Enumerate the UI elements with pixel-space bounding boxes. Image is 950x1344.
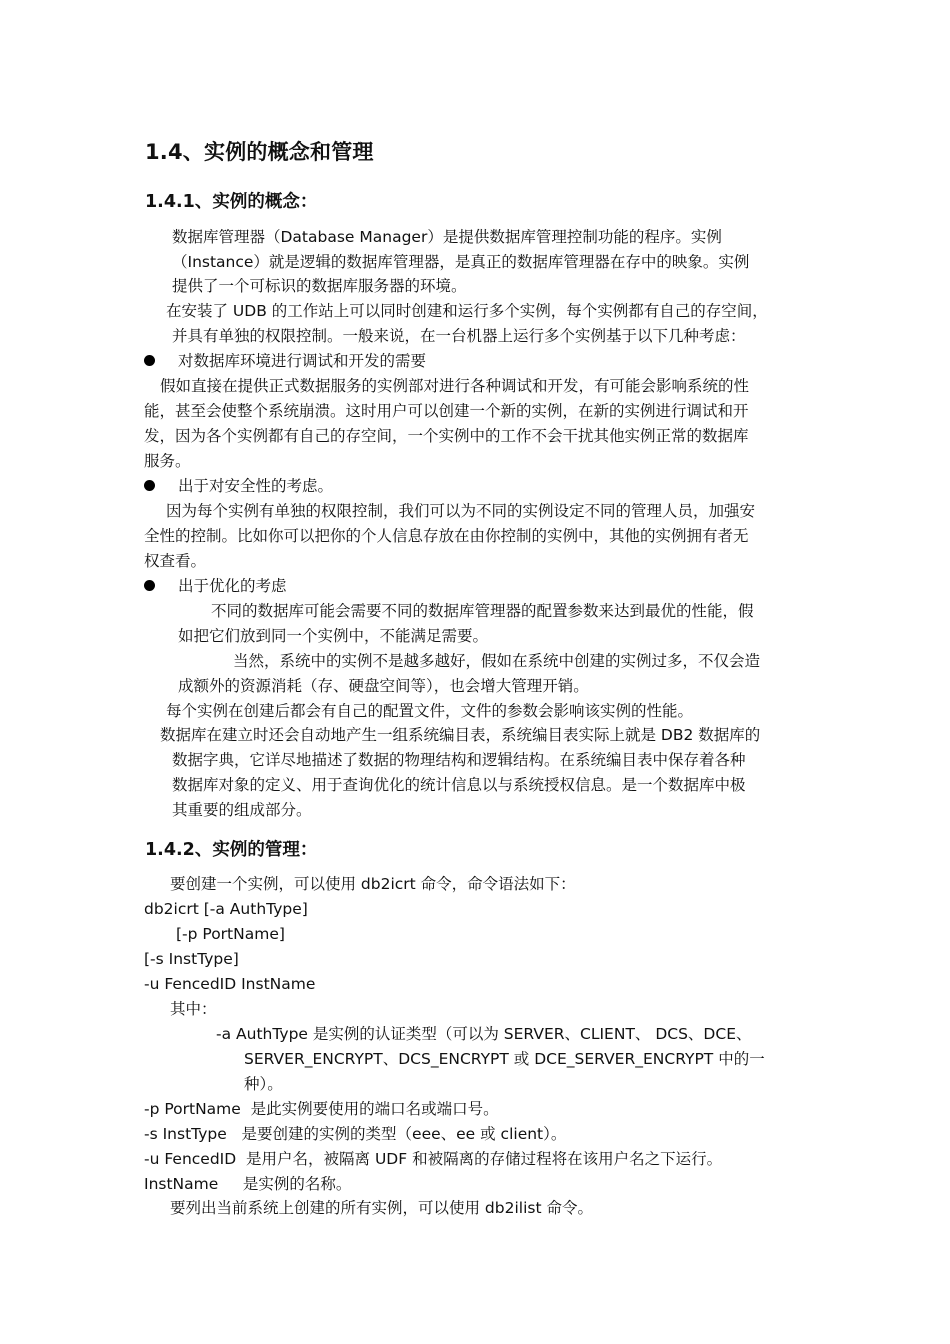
subsection-heading-concept: 1.4.1、实例的概念：	[145, 192, 318, 212]
paragraph-line: 成额外的资源消耗（存、硬盘空间等），也会增大管理开销。	[178, 677, 589, 695]
option-line: -u FencedID 是用户名，被隔离 UDF 和被隔离的存储过程将在该用户名之下运行。	[144, 1150, 723, 1168]
paragraph-line: 在安装了 UDB 的工作站上可以同时创建和运行多个实例，每个实例都有自己的存空间，	[166, 302, 768, 320]
paragraph-line: 数据库在建立时还会自动地产生一组系统编目表，系统编目表实际上就是 DB2 数据库的	[160, 726, 761, 744]
section-heading: 1.4、实例的概念和管理	[145, 140, 374, 164]
paragraph-line: 提供了一个可标识的数据库服务器的环境。	[172, 277, 467, 295]
paragraph-line: 因为每个实例有单独的权限控制，我们可以为不同的实例设定不同的管理人员，加强安	[166, 502, 756, 520]
option-line: -s InstType 是要创建的实例的类型（eee、ee 或 client）。	[144, 1125, 567, 1143]
syntax-line: [-s InstType]	[144, 950, 239, 968]
paragraph-line: 当然，系统中的实例不是越多越好，假如在系统中创建的实例过多，不仅会造	[233, 652, 761, 670]
option-line: -p PortName 是此实例要使用的端口名或端口号。	[144, 1100, 499, 1118]
bullet-item: 出于对安全性的考虑。	[178, 477, 334, 495]
paragraph-line: 全性的控制。比如你可以把你的个人信息存放在由你控制的实例中，其他的实例拥有者无	[144, 527, 749, 545]
bullet-item: 出于优化的考虑	[178, 577, 287, 595]
paragraph-line: 权查看。	[144, 552, 207, 570]
option-line: InstName 是实例的名称。	[144, 1175, 352, 1193]
option-line: 种）。	[244, 1075, 283, 1093]
paragraph-line: 其中：	[170, 1000, 217, 1018]
paragraph-line: 数据库对象的定义、用于查询优化的统计信息以与系统授权信息。是一个数据库中极	[172, 776, 746, 794]
bullet-dot	[144, 480, 155, 491]
bullet-item: 对数据库环境进行调试和开发的需要	[178, 352, 427, 370]
subsection-heading-manage: 1.4.2、实例的管理：	[145, 840, 318, 860]
paragraph-line: 数据字典，它详尽地描述了数据的物理结构和逻辑结构。在系统编目表中保存着各种	[172, 751, 746, 769]
paragraph-line: 能，甚至会使整个系统崩溃。这时用户可以创建一个新的实例，在新的实例进行调试和开	[144, 402, 749, 420]
syntax-line: db2icrt [-a AuthType]	[144, 900, 308, 918]
paragraph-line: 并具有单独的权限控制。一般来说，在一台机器上运行多个实例基于以下几种考虑：	[172, 327, 746, 345]
paragraph-line: 不同的数据库可能会需要不同的数据库管理器的配置参数来达到最优的性能，假	[211, 602, 754, 620]
paragraph-line: 其重要的组成部分。	[172, 801, 312, 819]
paragraph-line: 要创建一个实例，可以使用 db2icrt 命令，命令语法如下：	[170, 875, 576, 893]
bullet-dot	[144, 355, 155, 366]
paragraph-line: 假如直接在提供正式数据服务的实例部对进行各种调试和开发，有可能会影响系统的性	[160, 377, 750, 395]
syntax-line: -u FencedID InstName	[144, 975, 316, 993]
option-line: SERVER_ENCRYPT、DCS_ENCRYPT 或 DCE_SERVER_ENCRYPT 中的一	[244, 1050, 765, 1068]
paragraph-line: 数据库管理器（Database Manager）是提供数据库管理控制功能的程序。实例	[172, 228, 722, 246]
paragraph-line: 服务。	[144, 452, 191, 470]
paragraph-line: 如把它们放到同一个实例中，不能满足需要。	[178, 627, 489, 645]
syntax-line: [-p PortName]	[176, 925, 285, 943]
paragraph-line: （Instance）就是逻辑的数据库管理器，是真正的数据库管理器在存中的映象。实例	[172, 253, 750, 271]
paragraph-line: 要列出当前系统上创建的所有实例，可以使用 db2ilist 命令。	[170, 1199, 593, 1217]
option-line: -a AuthType 是实例的认证类型（可以为 SERVER、CLIENT、 DCS、DCE、	[216, 1025, 752, 1043]
paragraph-line: 每个实例在创建后都会有自己的配置文件，文件的参数会影响该实例的性能。	[166, 702, 694, 720]
paragraph-line: 发，因为各个实例都有自己的存空间，一个实例中的工作不会干扰其他实例正常的数据库	[144, 427, 749, 445]
bullet-dot	[144, 580, 155, 591]
